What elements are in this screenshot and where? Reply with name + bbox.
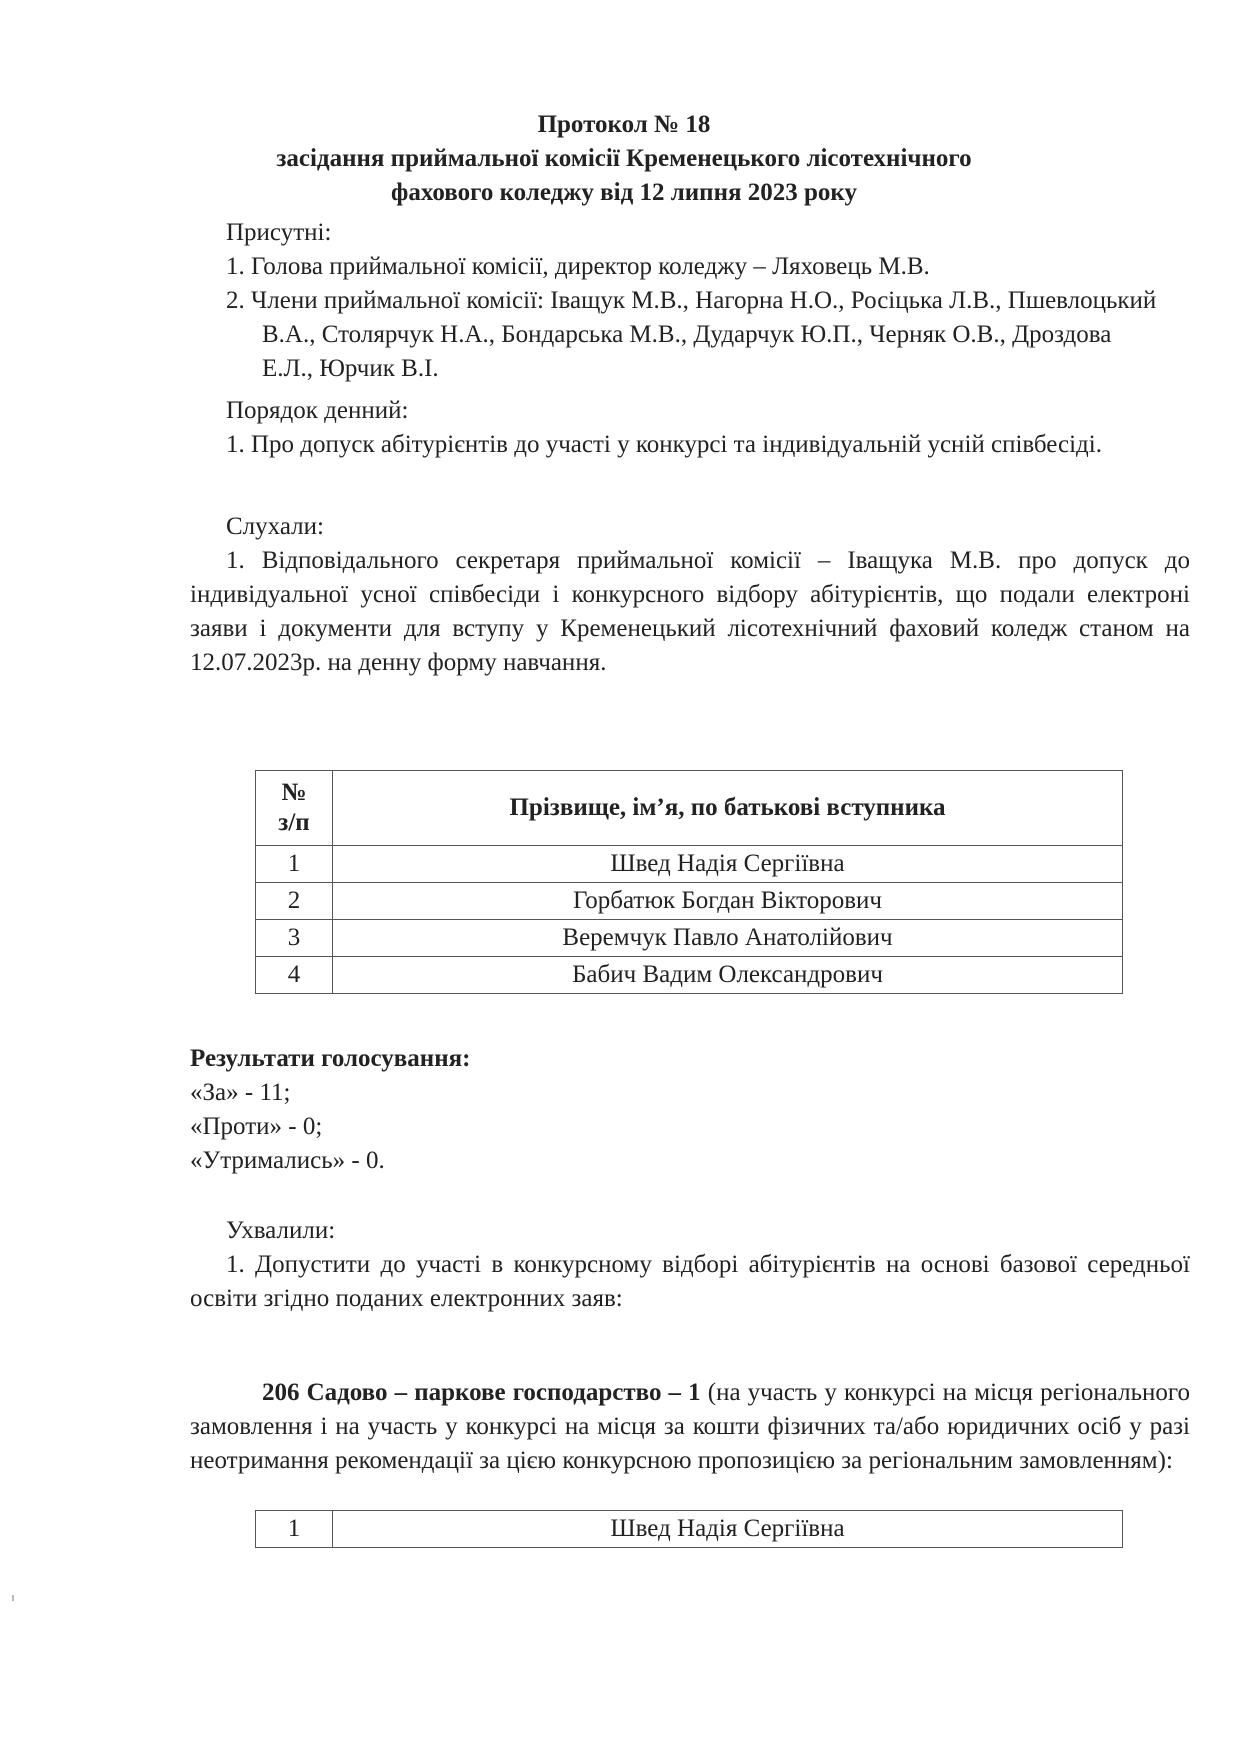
heard-heading: Слухали: — [226, 513, 324, 540]
applicants-table — [255, 770, 1123, 994]
row-num: 1 — [256, 846, 333, 883]
title-line-3: фахового коледжу від 12 липня 2023 року — [391, 179, 857, 206]
specialty-table — [255, 1510, 1123, 1548]
header-num: № з/п — [256, 771, 333, 846]
agenda-section — [190, 394, 1190, 462]
agenda-item-1: 1. Про допуск абітурієнтів до участі у конкурсі та індивідуальній усній співбесіді. — [226, 431, 1102, 458]
voting-heading: Результати голосування: — [190, 1045, 471, 1072]
present-section — [190, 216, 1190, 386]
vote-against: «Проти» - 0; — [190, 1113, 323, 1140]
title-line-2: засідання приймальної комісії Кременецького лісотехнічного — [276, 145, 972, 172]
table-row — [256, 1511, 1123, 1548]
title-line-1: Протокол № 18 — [537, 111, 711, 138]
vote-for: «За» - 11; — [190, 1079, 291, 1106]
resolved-item-1: 1. Допустити до участі в конкурсному відборі абітурієнтів на основі базової середньої освіти згідно поданих електронних заяв: — [190, 1251, 1190, 1312]
present-item-1: 1. Голова приймальної комісії, директор коледжу – Ляховець М.В. — [226, 253, 930, 280]
present-item-2: 2. Члени приймальної комісії: Іващук М.В., Нагорна Н.О., Росіцька Л.В., Пшевлоцький В.А., Столярчук Н.А., Бондарська М.В., Дударчук Ю.П., Черняк О.В., Дроздова Е.Л., Юрчик В.І. — [226, 287, 1157, 382]
row-num: 2 — [256, 883, 333, 920]
row-name: Швед Надія Сергіївна — [333, 846, 1123, 883]
header-name: Прізвище, ім’я, по батькові вступника — [333, 771, 1123, 846]
heard-item-1: 1. Відповідального секретаря приймальної комісії – Іващука М.В. про допуск до індивідуальної усної співбесіди і конкурсного відбору абітурієнтів, що подали електроні заяви і документи для вступу у Кременецький лісотехнічний фаховий коледж станом на 12.07.2023р. на денну форму навчання. — [190, 547, 1190, 676]
heard-section — [190, 510, 1190, 680]
table-row — [256, 957, 1123, 994]
row-name: Веремчук Павло Анатолійович — [333, 920, 1123, 957]
resolved-heading: Ухвалили: — [226, 1217, 336, 1244]
vote-abstained: «Утримались» - 0. — [190, 1147, 385, 1174]
table-row — [256, 883, 1123, 920]
row-name: Бабич Вадим Олександрович — [333, 957, 1123, 994]
row-num: 4 — [256, 957, 333, 994]
specialty-title: 206 Садово – паркове господарство – 1 — [262, 1379, 701, 1406]
table-row — [256, 846, 1123, 883]
resolved-section — [190, 1214, 1190, 1316]
table-row — [256, 920, 1123, 957]
row-num: 1 — [256, 1511, 333, 1548]
row-num: 3 — [256, 920, 333, 957]
voting-section — [190, 1042, 1190, 1178]
present-heading: Присутні: — [226, 219, 332, 246]
row-name: Швед Надія Сергіївна — [333, 1511, 1123, 1548]
protocol-title — [0, 108, 1248, 210]
specialty-paragraph — [190, 1376, 1190, 1478]
specialty-description: (на участь у конкурсі на місця регіонального замовлення і на участь у конкурсі на місця за кошти фізичних та/або юридичних осіб у разі неотримання рекомендації за цією конкурсною пропозицією за регіональним замовленням): — [190, 1379, 1190, 1474]
row-name: Горбатюк Богдан Вікторович — [333, 883, 1123, 920]
agenda-heading: Порядок денний: — [226, 397, 409, 424]
scan-mark — [12, 1595, 14, 1601]
table-header-row — [256, 771, 1123, 846]
